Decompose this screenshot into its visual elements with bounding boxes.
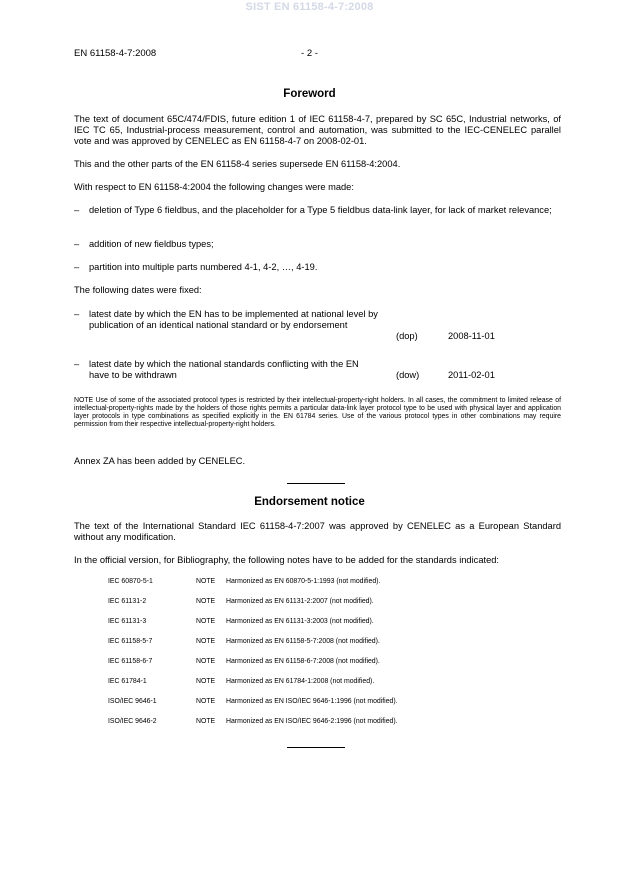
change-item (74, 239, 561, 250)
list-dash: – (74, 205, 80, 215)
bibliography-standard: IEC 61158-6-7 (108, 658, 153, 665)
bibliography-note: Harmonized as EN 61158-6-7:2008 (not modified). (226, 658, 380, 665)
date-code: (dop) (396, 331, 418, 341)
date-value: 2008-11-01 (448, 331, 495, 341)
list-dash: – (74, 359, 80, 369)
date-code: (dow) (396, 370, 420, 380)
change-item-text: partition into multiple parts numbered 4-1, 4-2, …, 4-19. (89, 262, 318, 272)
change-item-text: addition of new fieldbus types; (89, 239, 214, 249)
dates-intro: The following dates were fixed: (74, 285, 202, 295)
bibliography-note-label: NOTE (196, 698, 216, 705)
endorsement-title: Endorsement notice (254, 496, 365, 508)
bibliography-standard: IEC 61784-1 (108, 678, 147, 685)
end-divider (287, 747, 345, 748)
endorsement-paragraph-2: In the official version, for Bibliography, the following notes have to be added for the standards indicated: (74, 555, 499, 565)
section-divider (287, 483, 345, 484)
bibliography-note-label: NOTE (196, 678, 216, 685)
date-value: 2011-02-01 (448, 370, 495, 380)
bibliography-standard: IEC 61131-3 (108, 618, 147, 625)
bibliography-note: Harmonized as EN ISO/IEC 9646-2:1996 (not modified). (226, 718, 398, 725)
foreword-title: Foreword (283, 88, 336, 100)
bibliography-note-label: NOTE (196, 578, 216, 585)
bibliography-standard: IEC 61158-5-7 (108, 638, 153, 645)
change-item-text: deletion of Type 6 fieldbus, and the placeholder for a Type 5 fieldbus data-link layer, for lack of market relevance; (89, 205, 552, 215)
bibliography-note-label: NOTE (196, 718, 216, 725)
date-item-text: latest date by which the national standards conflicting with the EN have to be withdrawn (89, 359, 359, 380)
bibliography-note: Harmonized as EN 61131-2:2007 (not modified). (226, 598, 374, 605)
page-number: - 2 - (301, 48, 318, 59)
watermark: SIST EN 61158-4-7:2008 (245, 1, 374, 13)
date-item-text: latest date by which the EN has to be implemented at national level by publication of an identical national standard or by endorsement (89, 309, 378, 330)
list-dash: – (74, 262, 80, 272)
document-id: EN 61158-4-7:2008 (74, 48, 157, 59)
endorsement-paragraph-1: The text of the International Standard IEC 61158-4-7:2007 was approved by CENELEC as a European Standard without any modification. (74, 521, 561, 542)
bibliography-standard: ISO/IEC 9646-1 (108, 698, 157, 705)
bibliography-note-label: NOTE (196, 658, 216, 665)
bibliography-note: Harmonized as EN ISO/IEC 9646-1:1996 (not modified). (226, 698, 398, 705)
list-dash: – (74, 309, 80, 319)
bibliography-note: Harmonized as EN 60870-5-1:1993 (not modified). (226, 578, 381, 585)
bibliography-note-label: NOTE (196, 598, 216, 605)
bibliography-note-label: NOTE (196, 618, 216, 625)
foreword-note: NOTE Use of some of the associated protocol types is restricted by their intellectual-property-right holders. In all cases, the commitment to limited release of intellectual-property-rights made by the holders of those rights permits a particular data-link layer protocol type to be used with physical layer and application layer protocols in type combinations as specified explicitly in the EN 61784 series. Use of the various protocol types in other combinations may require permission from their respective intellectual-property-right holders. (74, 397, 561, 428)
foreword-paragraph-3: With respect to EN 61158-4:2004 the following changes were made: (74, 182, 354, 192)
change-item (74, 262, 561, 273)
list-dash: – (74, 239, 80, 249)
bibliography-standard: IEC 61131-2 (108, 598, 147, 605)
bibliography-standard: IEC 60870-5-1 (108, 578, 153, 585)
bibliography-note: Harmonized as EN 61131-3:2003 (not modified). (226, 618, 374, 625)
bibliography-note: Harmonized as EN 61784-1:2008 (not modified). (226, 678, 375, 685)
bibliography-note: Harmonized as EN 61158-5-7:2008 (not modified). (226, 638, 380, 645)
annex-statement: Annex ZA has been added by CENELEC. (74, 456, 246, 466)
bibliography-note-label: NOTE (196, 638, 216, 645)
foreword-paragraph-1: The text of document 65C/474/FDIS, future edition 1 of IEC 61158-4-7, prepared by SC 65C, Industrial networks, of IEC TC 65, Industrial-process measurement, control and automation, was submitted to the IEC-CENELEC parallel vote and was approved by CENELEC as EN 61158-4-7 on 2008-02-01. (74, 114, 561, 146)
foreword-paragraph-2: This and the other parts of the EN 61158-4 series supersede EN 61158-4:2004. (74, 159, 401, 169)
change-item (74, 205, 561, 216)
bibliography-standard: ISO/IEC 9646-2 (108, 718, 157, 725)
